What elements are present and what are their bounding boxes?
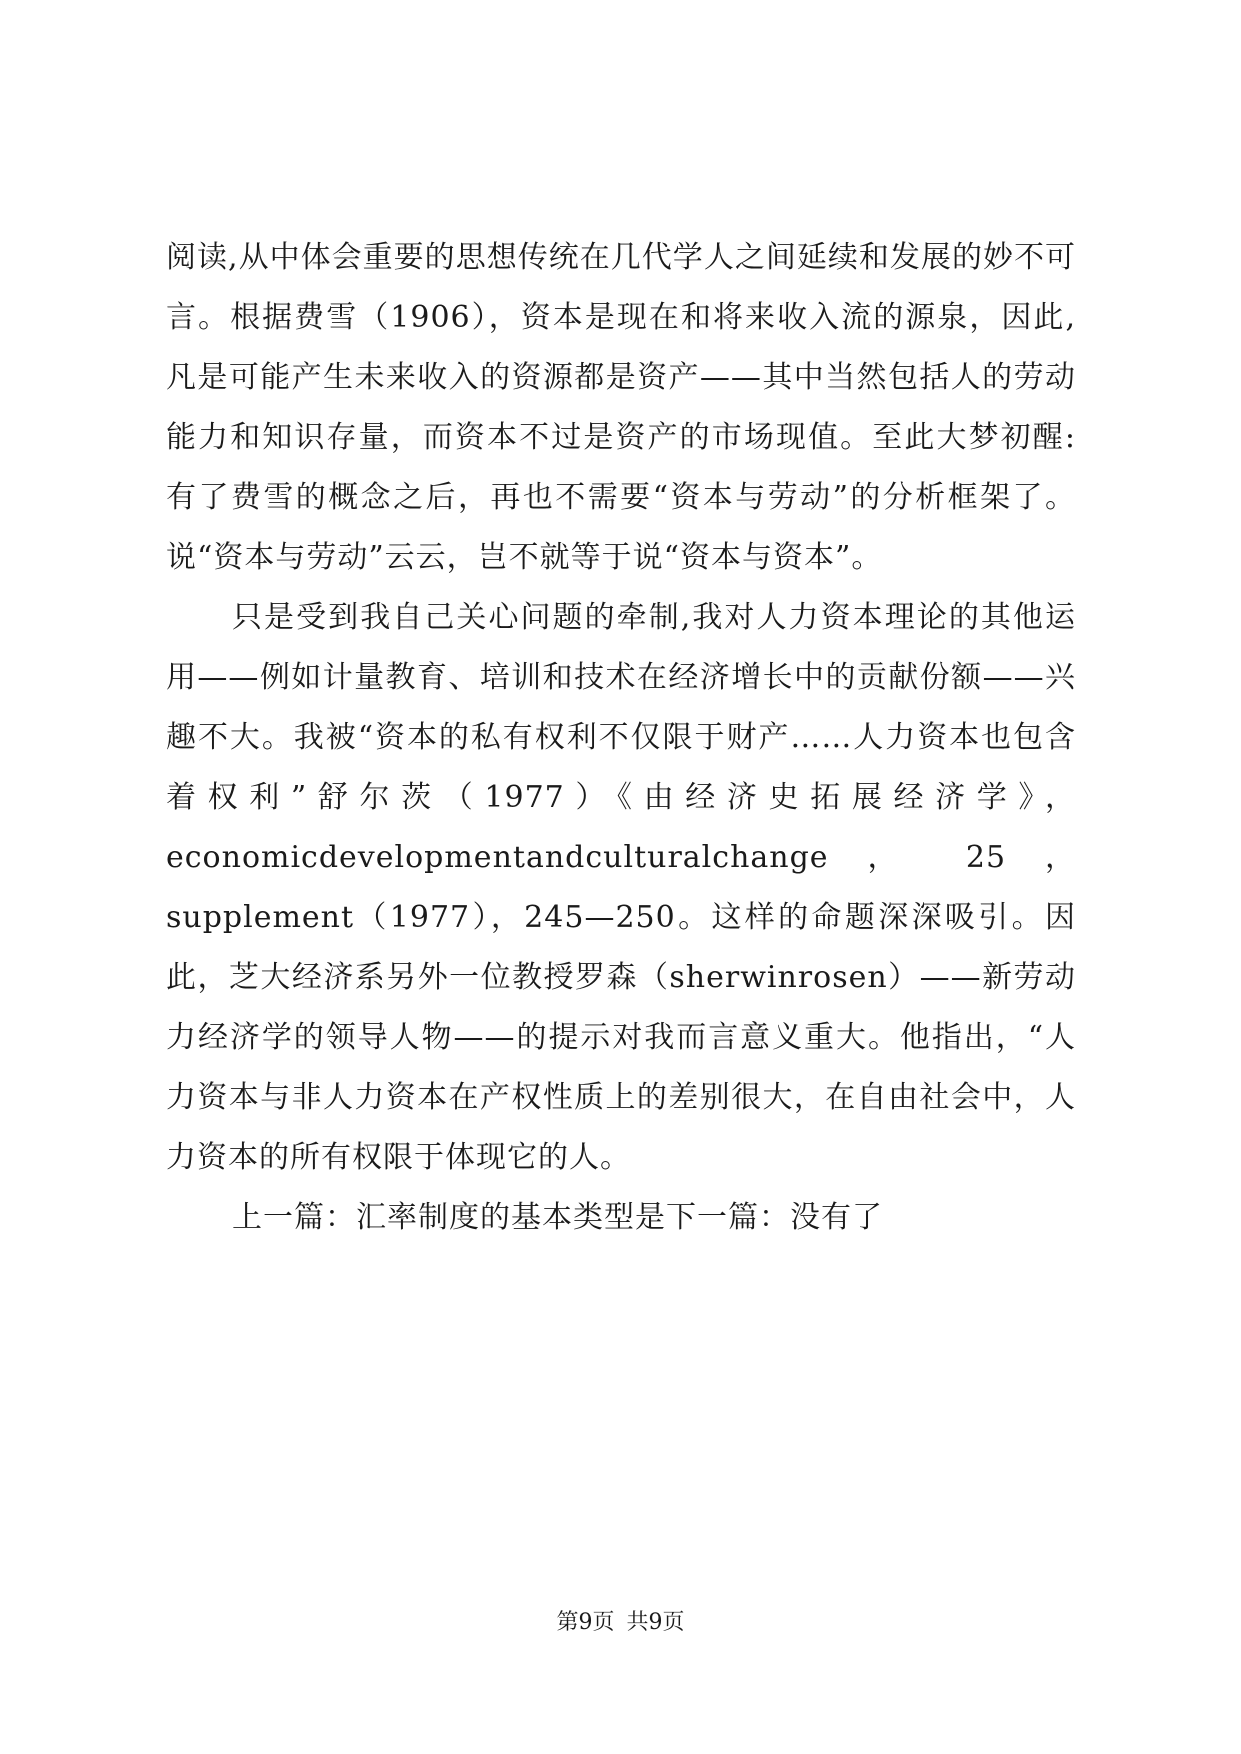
prev-next-navigation[interactable]: 上一篇：汇率制度的基本类型是下一篇：没有了 xyxy=(232,1200,883,1235)
document-body xyxy=(166,228,1076,1248)
paragraph-continuation: 阅读,从中体会重要的思想传统在几代学人之间延续和发展的妙不可言。根据费雪（1906），资本是现在和将来收入流的源泉，因此,凡是可能产生未来收入的资源都是资产——其中当然包括人的劳动能力和知识存量，而资本不过是资产的市场现值。至此大梦初醒:有了费雪的概念之后，再也不需要“资本与劳动”的分析框架了。说“资本与劳动”云云，岂不就等于说“资本与资本”。 xyxy=(166,240,1076,575)
page-number: 第9页 xyxy=(556,1610,615,1635)
page-footer xyxy=(0,1605,1241,1636)
paragraph-human-capital: 只是受到我自己关心问题的牵制,我对人力资本理论的其他运用——例如计量教育、培训和技术在经济增长中的贡献份额——兴趣不大。我被“资本的私有权利不仅限于财产……人力资本也包含着权利”舒尔茨（1977）《由经济史拓展经济学》，economicdevelopmentandculturalchange ， 25 ， supplement（1977），245—250。这样的命题深深吸引。因此，芝大经济系另外一位教授罗森（sherwinrosen）——新劳动力经济学的领导人物——的提示对我而言意义重大。他指出，“人力资本与非人力资本在产权性质上的差别很大，在自由社会中，人力资本的所有权限于体现它的人。 xyxy=(166,600,1076,1175)
page-total: 共9页 xyxy=(626,1610,685,1635)
